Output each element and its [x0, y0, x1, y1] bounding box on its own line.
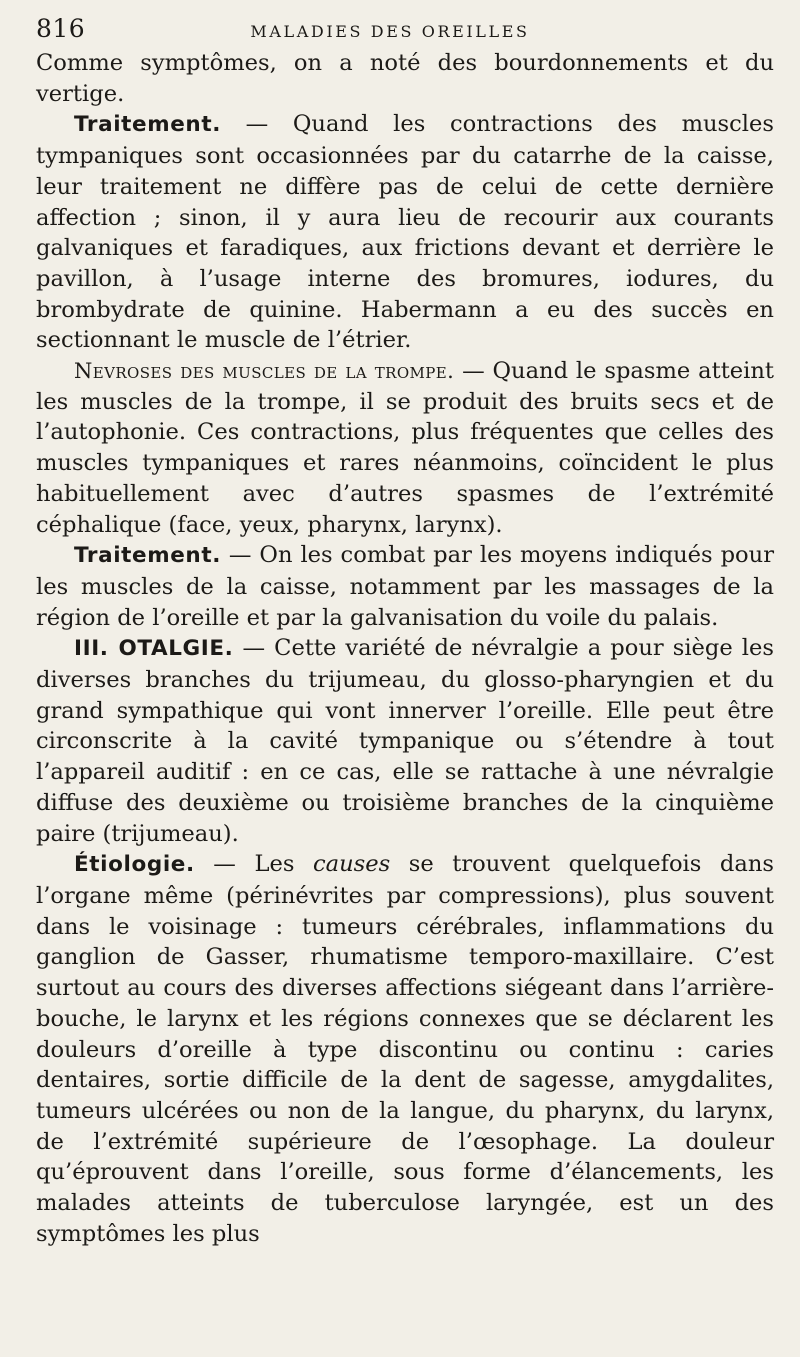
section-heading-otalgia: III. OTALGIE.: [74, 636, 234, 662]
section-heading-neuroses: Nevroses des muscles de la trompe.: [74, 359, 455, 384]
paragraph-text: — Cette variété de névralgie a pour siège les diverses branches du trijumeau, du glosso-pharyngien et du grand sympathique qui vont innerver l’oreille. Elle peut être circonscrite à la cavité tympanique ou s’étendre à tout l’appareil auditif : en ce cas, elle se rattache à une névralgie diffuse des deuxième ou troisième branches de la cinquième paire (trijumeau).: [36, 635, 774, 847]
section-heading-treatment: Traitement.: [74, 112, 221, 138]
paragraph-text: — Les: [194, 851, 313, 878]
paragraph-text: se trouvent quelquefois dans l’organe même (périnévrites par compressions), plus souvent dans le voisinage : tumeurs cérébrales, inflammations du ganglion de Gasser, rhumatisme temporo-maxillaire. C’est surtout au cours des diverses affections siégeant dans l’arrière-bouche, le larynx et les régions connexes que se déclarent les douleurs d’oreille à type discontinu ou continu : caries dentaires, sortie difficile de la dent de sagesse, amygdalites, tumeurs ulcérées ou non de la langue, du pharynx, du larynx, de l’extrémité supérieure de l’œsophage. La douleur qu’éprouvent dans l’oreille, sous forme d’élancements, les malades atteints de tuberculose laryngée, est un des symptômes les plus: [36, 851, 774, 1247]
paragraph-text: Comme symptômes, on a noté des bourdonnements et du vertige.: [36, 50, 774, 107]
paragraph-otalgia: [36, 633, 774, 849]
paragraph-tube-neuroses: [36, 356, 774, 540]
paragraph-treatment-tube: [36, 540, 774, 633]
running-head: [36, 14, 774, 48]
paragraph-text: — Quand les contractions des muscles tympaniques sont occasionnées par du catarrhe de la caisse, leur traitement ne diffère pas de celui de cette dernière affection ; sinon, il y aura lieu de recourir aux courants galvaniques et faradiques, aux frictions devant et derrière le pavillon, à l’usage interne des bromures, iodures, du brombydrate de quinine. Habermann a eu des succès en sectionnant le muscle de l’étrier.: [36, 111, 774, 354]
paragraph-text: — On les combat par les moyens indiqués pour les muscles de la caisse, notamment par les massages de la région de l’oreille et par la galvanisation du voile du palais.: [36, 542, 774, 631]
emphasis-causes: causes: [312, 851, 391, 878]
section-heading-treatment: Traitement.: [74, 543, 221, 569]
paragraph-etiology: [36, 849, 774, 1249]
running-title: MALADIES DES OREILLES: [250, 22, 530, 41]
section-heading-etiology: Étiologie.: [74, 852, 195, 878]
paragraph-symptoms: [36, 48, 774, 109]
paragraph-text: — Quand le spasme atteint les muscles de la trompe, il se produit des bruits secs et de l’autophonie. Ces contractions, plus fréquentes que celles des muscles tympaniques et rares néanmoins, coïncident le plus habituellement avec d’autres spasmes de l’extrémité céphalique (face, yeux, pharynx, larynx).: [36, 358, 774, 538]
paragraph-treatment-tympanic: [36, 109, 774, 356]
page-number: 816: [36, 14, 86, 43]
body-text: [36, 48, 774, 1249]
